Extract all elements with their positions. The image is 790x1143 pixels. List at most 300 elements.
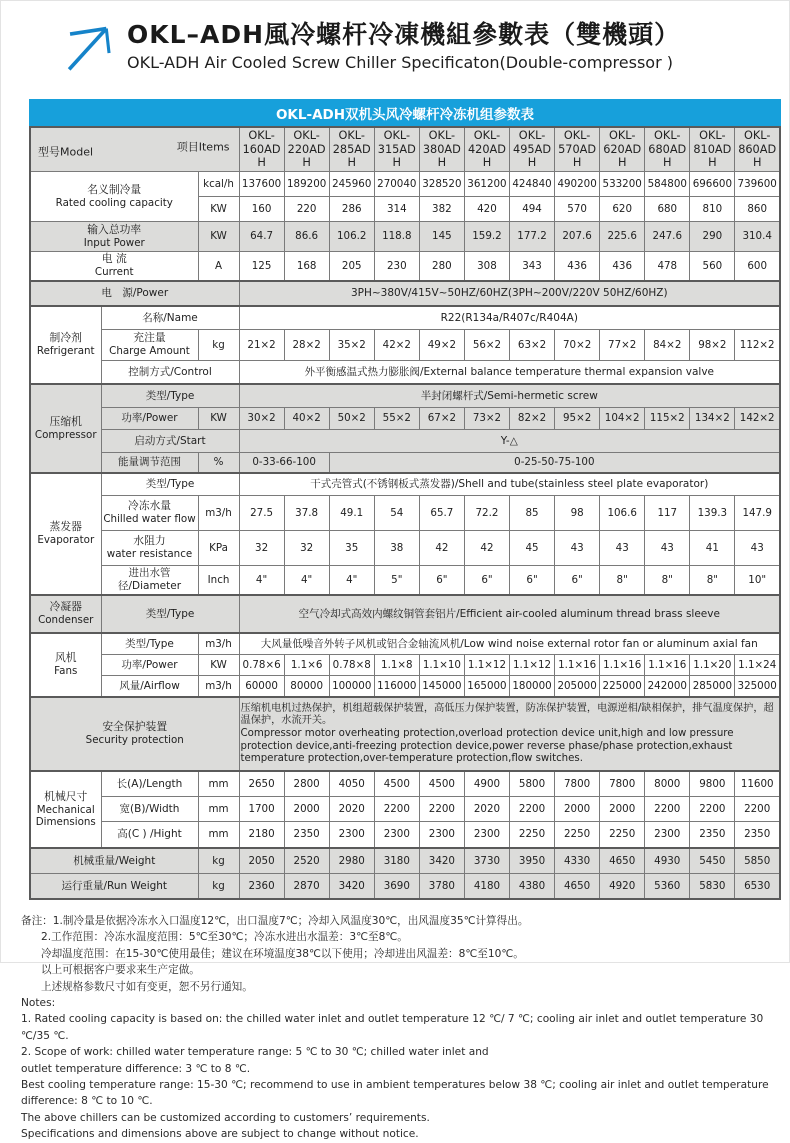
compressor-type-value: 半封闭螺杆式/Semi-hermetic screw xyxy=(239,384,780,408)
cell-fan_airflow-4: 116000 xyxy=(374,676,419,698)
cell-input_power-4: 118.8 xyxy=(374,222,419,252)
start-mode-value: Y-△ xyxy=(239,430,780,453)
cell-evap_flow-8: 98 xyxy=(555,496,600,531)
corner-model-label: 型号Model xyxy=(38,145,94,159)
cell-evap_diameter-1: 4" xyxy=(239,566,284,596)
cell-dim_width-1: 1700 xyxy=(239,797,284,822)
cell-dim_width-11: 2200 xyxy=(690,797,735,822)
cell-weight-8: 4330 xyxy=(555,848,600,874)
cell-comp_power-12: 142×2 xyxy=(735,408,780,430)
evaporator-type-label: 类型/Type xyxy=(101,473,239,496)
cell-input_power-3: 106.2 xyxy=(329,222,374,252)
power-source-value: 3PH~380V/415V~50HZ/60HZ(3PH~200V/220V 50HZ/60HZ) xyxy=(239,281,780,306)
cell-run_weight-1: 2360 xyxy=(239,874,284,900)
cell-evap_flow-2: 37.8 xyxy=(284,496,329,531)
energy-range-label: 能量调节范围 xyxy=(101,453,198,474)
cell-run_weight-11: 5830 xyxy=(690,874,735,900)
start-mode-label: 启动方式/Start xyxy=(101,430,239,453)
note-line: 备注：1.制冷量是依据冷冻水入口温度12℃，出口温度7℃；冷却入风温度30℃，出风温度35℃计算得出。 xyxy=(21,915,529,927)
cell-dim_height-2: 2350 xyxy=(284,822,329,849)
note-line: 以上可根据客户要求来生产定做。 xyxy=(41,964,200,977)
cell-evap_resist-6: 42 xyxy=(464,531,509,566)
row-fan-airflow xyxy=(30,676,780,698)
cell-current-1: 125 xyxy=(239,252,284,282)
cell-evap_flow-7: 85 xyxy=(510,496,555,531)
cell-current-3: 205 xyxy=(329,252,374,282)
unit-cell: KPa xyxy=(198,531,239,566)
table-title-bar: OKL-ADH双机头风冷螺杆冷冻机组参数表 xyxy=(29,99,781,126)
cell-dim_width-5: 2200 xyxy=(419,797,464,822)
spec-table-wrapper xyxy=(29,99,781,900)
cell-cooling_kcal-3: 245960 xyxy=(329,172,374,197)
page-title-cn: OKL–ADH風冷螺杆冷凍機組參數表（雙機頭） xyxy=(127,20,681,49)
model-header-1: OKL- 160ADH xyxy=(239,127,284,172)
input-power-label: 输入总功率 Input Power xyxy=(30,222,198,252)
fans-section-label: 风机 Fans xyxy=(30,633,101,697)
cell-comp_power-11: 134×2 xyxy=(690,408,735,430)
cell-dim_width-8: 2000 xyxy=(555,797,600,822)
note-line: outlet temperature difference: 3 ℃ to 8 ℃. xyxy=(21,1062,251,1075)
cell-run_weight-6: 4180 xyxy=(464,874,509,900)
evaporator-type-value: 干式壳管式(不锈钢板式蒸发器)/Shell and tube(stainless steel plate evaporator) xyxy=(239,473,780,496)
cell-fan_airflow-6: 165000 xyxy=(464,676,509,698)
dimensions-section-label: 机械尺寸 Mechanical Dimensions xyxy=(30,771,101,848)
note-line: The above chillers can be customized according to customers’ requirements. xyxy=(21,1111,430,1124)
run-weight-label: 运行重量/Run Weight xyxy=(30,874,198,900)
cell-dim_height-11: 2350 xyxy=(690,822,735,849)
row-refrigerant-charge xyxy=(30,330,780,361)
cell-ref_charge-11: 98×2 xyxy=(690,330,735,361)
cell-cooling_kcal-11: 696600 xyxy=(690,172,735,197)
condenser-type-label: 类型/Type xyxy=(101,595,239,633)
cell-fan_power-7: 1.1×12 xyxy=(510,655,555,676)
row-run-weight xyxy=(30,874,780,900)
cell-fan_power-3: 0.78×8 xyxy=(329,655,374,676)
cell-cooling_kcal-8: 490200 xyxy=(555,172,600,197)
cell-ref_charge-4: 42×2 xyxy=(374,330,419,361)
cell-evap_flow-10: 117 xyxy=(645,496,690,531)
evaporator-section-label: 蒸发器 Evaporator xyxy=(30,473,101,595)
unit-cell: % xyxy=(198,453,239,474)
cell-evap_flow-5: 65.7 xyxy=(419,496,464,531)
cell-ref_charge-12: 112×2 xyxy=(735,330,780,361)
cell-cooling_kw-5: 382 xyxy=(419,197,464,222)
spec-sheet-page xyxy=(1,1,789,1141)
cell-evap_resist-11: 41 xyxy=(690,531,735,566)
page-title-en: OKL-ADH Air Cooled Screw Chiller Specificaton(Double-compressor ) xyxy=(127,53,673,72)
cell-cooling_kw-12: 860 xyxy=(735,197,780,222)
security-section-label: 安全保护装置 Security protection xyxy=(30,697,239,771)
cell-dim_length-2: 2800 xyxy=(284,771,329,797)
cell-fan_airflow-1: 60000 xyxy=(239,676,284,698)
cell-input_power-2: 86.6 xyxy=(284,222,329,252)
model-header-7: OKL- 495ADH xyxy=(510,127,555,172)
cell-input_power-12: 310.4 xyxy=(735,222,780,252)
cell-dim_height-1: 2180 xyxy=(239,822,284,849)
cell-ref_charge-7: 63×2 xyxy=(510,330,555,361)
row-compressor-start xyxy=(30,430,780,453)
cell-weight-4: 3180 xyxy=(374,848,419,874)
note-line: 1. Rated cooling capacity is based on: the chilled water inlet and outlet temperature 12 ℃/ 7 ℃; cooling air inlet and outlet temperature 30 ℃/35 ℃. xyxy=(21,1013,764,1042)
row-fan-power xyxy=(30,655,780,676)
control-label: 控制方式/Control xyxy=(101,361,239,385)
cell-cooling_kw-2: 220 xyxy=(284,197,329,222)
cell-cooling_kw-6: 420 xyxy=(464,197,509,222)
cell-ref_charge-5: 49×2 xyxy=(419,330,464,361)
cell-input_power-9: 225.6 xyxy=(600,222,645,252)
row-current xyxy=(30,252,780,282)
cell-dim_length-3: 4050 xyxy=(329,771,374,797)
cell-evap_flow-12: 147.9 xyxy=(735,496,780,531)
cell-dim_height-5: 2300 xyxy=(419,822,464,849)
note-line: Notes: xyxy=(21,997,56,1010)
cell-dim_length-5: 4500 xyxy=(419,771,464,797)
unit-cell: KW xyxy=(198,197,239,222)
title-block xyxy=(127,13,680,72)
cell-dim_length-7: 5800 xyxy=(510,771,555,797)
fan-power-label: 功率/Power xyxy=(101,655,198,676)
unit-cell: kg xyxy=(198,330,239,361)
cell-cooling_kcal-9: 533200 xyxy=(600,172,645,197)
power-source-label: 电 源/Power xyxy=(30,281,239,306)
diameter-label: 进出水管径/Diameter xyxy=(101,566,198,596)
row-refrigerant-name xyxy=(30,306,780,330)
cell-run_weight-5: 3780 xyxy=(419,874,464,900)
row-fan-type xyxy=(30,633,780,655)
cell-comp_power-8: 95×2 xyxy=(555,408,600,430)
cell-run_weight-2: 2870 xyxy=(284,874,329,900)
cell-cooling_kw-8: 570 xyxy=(555,197,600,222)
cell-cooling_kw-7: 494 xyxy=(510,197,555,222)
unit-cell: KW xyxy=(198,408,239,430)
cell-dim_length-4: 4500 xyxy=(374,771,419,797)
weight-label: 机械重量/Weight xyxy=(30,848,198,874)
cell-comp_power-7: 82×2 xyxy=(510,408,555,430)
cell-weight-7: 3950 xyxy=(510,848,555,874)
cell-dim_length-9: 7800 xyxy=(600,771,645,797)
airflow-label: 风量/Airflow xyxy=(101,676,198,698)
model-header-9: OKL- 620ADH xyxy=(600,127,645,172)
cell-dim_height-10: 2300 xyxy=(645,822,690,849)
cell-evap_diameter-11: 8" xyxy=(690,566,735,596)
cell-dim_length-11: 9800 xyxy=(690,771,735,797)
cell-evap_diameter-8: 6" xyxy=(555,566,600,596)
cell-comp_power-6: 73×2 xyxy=(464,408,509,430)
width-label: 宽(B)/Width xyxy=(101,797,198,822)
cell-weight-10: 4930 xyxy=(645,848,690,874)
fan-type-value: 大风量低噪音外转子风机或铝合金轴流风机/Low wind noise external rotor fan or aluminum axial fan xyxy=(239,633,780,655)
cell-evap_flow-6: 72.2 xyxy=(464,496,509,531)
spec-table xyxy=(29,126,781,900)
cell-ref_charge-10: 84×2 xyxy=(645,330,690,361)
cell-dim_width-4: 2200 xyxy=(374,797,419,822)
cell-ref_charge-9: 77×2 xyxy=(600,330,645,361)
cell-current-5: 280 xyxy=(419,252,464,282)
cell-evap_flow-3: 49.1 xyxy=(329,496,374,531)
cell-dim_length-8: 7800 xyxy=(555,771,600,797)
page-header xyxy=(1,1,789,73)
compressor-power-label: 功率/Power xyxy=(101,408,198,430)
cell-input_power-11: 290 xyxy=(690,222,735,252)
cell-weight-12: 5850 xyxy=(735,848,780,874)
unit-cell: kg xyxy=(198,848,239,874)
model-header-6: OKL- 420ADH xyxy=(464,127,509,172)
cell-evap_flow-9: 106.6 xyxy=(600,496,645,531)
cell-comp_power-2: 40×2 xyxy=(284,408,329,430)
cell-run_weight-4: 3690 xyxy=(374,874,419,900)
model-header-8: OKL- 570ADH xyxy=(555,127,600,172)
cell-comp_power-4: 55×2 xyxy=(374,408,419,430)
condenser-section-label: 冷凝器 Condenser xyxy=(30,595,101,633)
model-header-10: OKL- 680ADH xyxy=(645,127,690,172)
cell-ref_charge-3: 35×2 xyxy=(329,330,374,361)
cell-dim_width-12: 2200 xyxy=(735,797,780,822)
cell-dim_length-12: 11600 xyxy=(735,771,780,797)
water-resistance-label: 水阻力 water resistance xyxy=(101,531,198,566)
cell-evap_resist-9: 43 xyxy=(600,531,645,566)
compressor-type-label: 类型/Type xyxy=(101,384,239,408)
cell-fan_power-5: 1.1×10 xyxy=(419,655,464,676)
row-energy-regulation xyxy=(30,453,780,474)
unit-cell: A xyxy=(198,252,239,282)
cell-cooling_kcal-12: 739600 xyxy=(735,172,780,197)
row-refrigerant-control xyxy=(30,361,780,385)
cell-current-6: 308 xyxy=(464,252,509,282)
cooling-label: 名义制冷量 Rated cooling capacity xyxy=(30,172,198,222)
unit-cell: kg xyxy=(198,874,239,900)
cell-comp_power-5: 67×2 xyxy=(419,408,464,430)
cell-fan_airflow-2: 80000 xyxy=(284,676,329,698)
cell-comp_power-10: 115×2 xyxy=(645,408,690,430)
cell-dim_width-6: 2020 xyxy=(464,797,509,822)
cell-current-9: 436 xyxy=(600,252,645,282)
corner-items-label: 项目Items xyxy=(176,140,230,154)
cell-dim_height-12: 2350 xyxy=(735,822,780,849)
chilled-flow-label: 冷冻水量 Chilled water flow xyxy=(101,496,198,531)
cell-fan_airflow-12: 325000 xyxy=(735,676,780,698)
row-power-source xyxy=(30,281,780,306)
unit-cell: kcal/h xyxy=(198,172,239,197)
cell-evap_diameter-12: 10" xyxy=(735,566,780,596)
cell-dim_width-10: 2200 xyxy=(645,797,690,822)
cell-fan_airflow-5: 145000 xyxy=(419,676,464,698)
note-line: 2.工作范围：冷冻水温度范围：5℃至30℃；冷冻水进出水温差：3℃至8℃。 xyxy=(41,931,408,944)
cell-current-11: 560 xyxy=(690,252,735,282)
unit-cell: KW xyxy=(198,655,239,676)
unit-cell: m3/h xyxy=(198,496,239,531)
row-weight xyxy=(30,848,780,874)
cell-ref_charge-2: 28×2 xyxy=(284,330,329,361)
cell-fan_airflow-11: 285000 xyxy=(690,676,735,698)
cell-evap_diameter-9: 8" xyxy=(600,566,645,596)
control-value: 外平衡感温式热力膨胀阀/External balance temperature thermal expansion valve xyxy=(239,361,780,385)
note-line: 冷却温度范围：在15-30℃使用最佳；建议在环境温度38℃以下使用；冷却进出风温差：8℃至10℃。 xyxy=(41,947,524,960)
cell-evap_diameter-7: 6" xyxy=(510,566,555,596)
cell-evap_resist-10: 43 xyxy=(645,531,690,566)
cell-dim_height-7: 2250 xyxy=(510,822,555,849)
unit-cell: Inch xyxy=(198,566,239,596)
security-text: 压缩机电机过热保护，机组超载保护装置，高低压力保护装置，防冻保护装置，电源逆相/缺相保护，排气温度保护，超温保护，水流开关。 Compressor motor overheating protection,overload protection device unit,high and low pressure protection device,anti-freezing protection device,power reverse phase/phase protection,exhaust temperature protection,over-temperature protection,flow switches. xyxy=(239,697,780,771)
cell-fan_power-4: 1.1×8 xyxy=(374,655,419,676)
cell-fan_airflow-10: 242000 xyxy=(645,676,690,698)
cell-dim_length-1: 2650 xyxy=(239,771,284,797)
cell-dim_width-7: 2200 xyxy=(510,797,555,822)
cell-cooling_kcal-5: 328520 xyxy=(419,172,464,197)
cell-dim_height-4: 2300 xyxy=(374,822,419,849)
cell-current-7: 343 xyxy=(510,252,555,282)
model-header-11: OKL- 810ADH xyxy=(690,127,735,172)
row-compressor-type xyxy=(30,384,780,408)
cell-fan_power-9: 1.1×16 xyxy=(600,655,645,676)
cell-evap_diameter-4: 5" xyxy=(374,566,419,596)
fan-type-label: 类型/Type xyxy=(101,633,198,655)
cell-weight-9: 4650 xyxy=(600,848,645,874)
cell-evap_flow-11: 139.3 xyxy=(690,496,735,531)
cell-cooling_kw-4: 314 xyxy=(374,197,419,222)
note-line: 2. Scope of work: chilled water temperature range: 5 ℃ to 30 ℃; chilled water inlet and xyxy=(21,1046,489,1059)
cell-input_power-1: 64.7 xyxy=(239,222,284,252)
cell-cooling_kw-11: 810 xyxy=(690,197,735,222)
cell-fan_power-11: 1.1×20 xyxy=(690,655,735,676)
refrigerant-section-label: 制冷剂 Refrigerant xyxy=(30,306,101,384)
row-height xyxy=(30,822,780,849)
row-security-protection xyxy=(30,697,780,771)
cell-current-4: 230 xyxy=(374,252,419,282)
cell-evap_diameter-2: 4" xyxy=(284,566,329,596)
cell-fan_airflow-3: 100000 xyxy=(329,676,374,698)
cell-evap_flow-4: 54 xyxy=(374,496,419,531)
length-label: 长(A)/Length xyxy=(101,771,198,797)
cell-ref_charge-8: 70×2 xyxy=(555,330,600,361)
cell-evap_diameter-10: 8" xyxy=(645,566,690,596)
cell-fan_power-10: 1.1×16 xyxy=(645,655,690,676)
cell-run_weight-10: 5360 xyxy=(645,874,690,900)
note-line: Specifications and dimensions above are subject to change without notice. xyxy=(21,1128,419,1141)
cell-cooling_kcal-4: 270040 xyxy=(374,172,419,197)
cell-cooling_kcal-6: 361200 xyxy=(464,172,509,197)
cell-evap_diameter-6: 6" xyxy=(464,566,509,596)
cell-run_weight-7: 4380 xyxy=(510,874,555,900)
condenser-type-value: 空气冷却式高效内螺纹铜管套铝片/Efficient air-cooled aluminum thread brass sleeve xyxy=(239,595,780,633)
corner-cell xyxy=(30,127,239,172)
cell-comp_power-3: 50×2 xyxy=(329,408,374,430)
notes-section xyxy=(21,913,779,1143)
cell-input_power-10: 247.6 xyxy=(645,222,690,252)
cell-current-10: 478 xyxy=(645,252,690,282)
cell-fan_power-8: 1.1×16 xyxy=(555,655,600,676)
cell-weight-11: 5450 xyxy=(690,848,735,874)
cell-evap_diameter-5: 6" xyxy=(419,566,464,596)
cell-evap_resist-12: 43 xyxy=(735,531,780,566)
cell-comp_power-1: 30×2 xyxy=(239,408,284,430)
model-header-5: OKL- 380ADH xyxy=(419,127,464,172)
charge-label: 充注量 Charge Amount xyxy=(101,330,198,361)
unit-cell: KW xyxy=(198,222,239,252)
cell-current-2: 168 xyxy=(284,252,329,282)
unit-cell: m3/h xyxy=(198,676,239,698)
cell-run_weight-9: 4920 xyxy=(600,874,645,900)
row-condenser-type xyxy=(30,595,780,633)
unit-cell: mm xyxy=(198,822,239,849)
row-pipe-diameter xyxy=(30,566,780,596)
model-header-4: OKL- 315ADH xyxy=(374,127,419,172)
cell-fan_power-1: 0.78×6 xyxy=(239,655,284,676)
model-header-12: OKL- 860ADH xyxy=(735,127,780,172)
cell-evap_resist-4: 38 xyxy=(374,531,419,566)
cell-cooling_kw-1: 160 xyxy=(239,197,284,222)
cell-evap_resist-7: 45 xyxy=(510,531,555,566)
note-line: 上述规格参数尺寸如有变更，恕不另行通知。 xyxy=(41,980,253,993)
cell-cooling_kw-10: 680 xyxy=(645,197,690,222)
cell-dim_height-9: 2250 xyxy=(600,822,645,849)
row-input-power xyxy=(30,222,780,252)
cell-run_weight-12: 6530 xyxy=(735,874,780,900)
row-chilled-water-flow xyxy=(30,496,780,531)
cell-cooling_kw-9: 620 xyxy=(600,197,645,222)
energy-range-left: 0-33-66-100 xyxy=(239,453,329,474)
cell-dim_width-3: 2020 xyxy=(329,797,374,822)
row-length xyxy=(30,771,780,797)
cell-dim_height-3: 2300 xyxy=(329,822,374,849)
cell-dim_length-10: 8000 xyxy=(645,771,690,797)
model-header-3: OKL- 285ADH xyxy=(329,127,374,172)
cell-evap_resist-8: 43 xyxy=(555,531,600,566)
cell-ref_charge-6: 56×2 xyxy=(464,330,509,361)
note-line: Best cooling temperature range: 15-30 ℃; recommend to use in ambient temperatures below 38 ℃; cooling air inlet and outlet temperature difference: 8 ℃ to 10 ℃. xyxy=(21,1079,769,1108)
cell-fan_airflow-8: 205000 xyxy=(555,676,600,698)
refrigerant-name-label: 名称/Name xyxy=(101,306,239,330)
cell-ref_charge-1: 21×2 xyxy=(239,330,284,361)
cell-weight-6: 3730 xyxy=(464,848,509,874)
cell-weight-1: 2050 xyxy=(239,848,284,874)
cell-fan_power-6: 1.1×12 xyxy=(464,655,509,676)
cell-weight-2: 2520 xyxy=(284,848,329,874)
cell-dim_length-6: 4900 xyxy=(464,771,509,797)
cell-dim_height-6: 2300 xyxy=(464,822,509,849)
cell-input_power-6: 159.2 xyxy=(464,222,509,252)
cell-evap_resist-3: 35 xyxy=(329,531,374,566)
model-header-row xyxy=(30,127,780,172)
row-width xyxy=(30,797,780,822)
cell-current-12: 600 xyxy=(735,252,780,282)
row-compressor-power xyxy=(30,408,780,430)
cell-cooling_kcal-10: 584800 xyxy=(645,172,690,197)
cell-fan_power-2: 1.1×6 xyxy=(284,655,329,676)
refrigerant-name-value: R22(R134a/R407c/R404A) xyxy=(239,306,780,330)
energy-range-right: 0-25-50-75-100 xyxy=(329,453,780,474)
height-label: 高(C ) /Hight xyxy=(101,822,198,849)
cell-fan_power-12: 1.1×24 xyxy=(735,655,780,676)
row-water-resistance xyxy=(30,531,780,566)
cell-current-8: 436 xyxy=(555,252,600,282)
cell-cooling_kcal-1: 137600 xyxy=(239,172,284,197)
cell-fan_airflow-7: 180000 xyxy=(510,676,555,698)
cell-run_weight-8: 4650 xyxy=(555,874,600,900)
cell-dim_width-9: 2000 xyxy=(600,797,645,822)
cell-fan_airflow-9: 225000 xyxy=(600,676,645,698)
cell-input_power-7: 177.2 xyxy=(510,222,555,252)
cell-cooling_kcal-7: 424840 xyxy=(510,172,555,197)
arrow-up-right-icon xyxy=(61,15,119,73)
cell-evap_resist-5: 42 xyxy=(419,531,464,566)
cell-dim_height-8: 2250 xyxy=(555,822,600,849)
cell-dim_width-2: 2000 xyxy=(284,797,329,822)
cell-evap_diameter-3: 4" xyxy=(329,566,374,596)
current-label: 电 流 Current xyxy=(30,252,198,282)
unit-cell: m3/h xyxy=(198,633,239,655)
cell-weight-5: 3420 xyxy=(419,848,464,874)
unit-cell: mm xyxy=(198,771,239,797)
